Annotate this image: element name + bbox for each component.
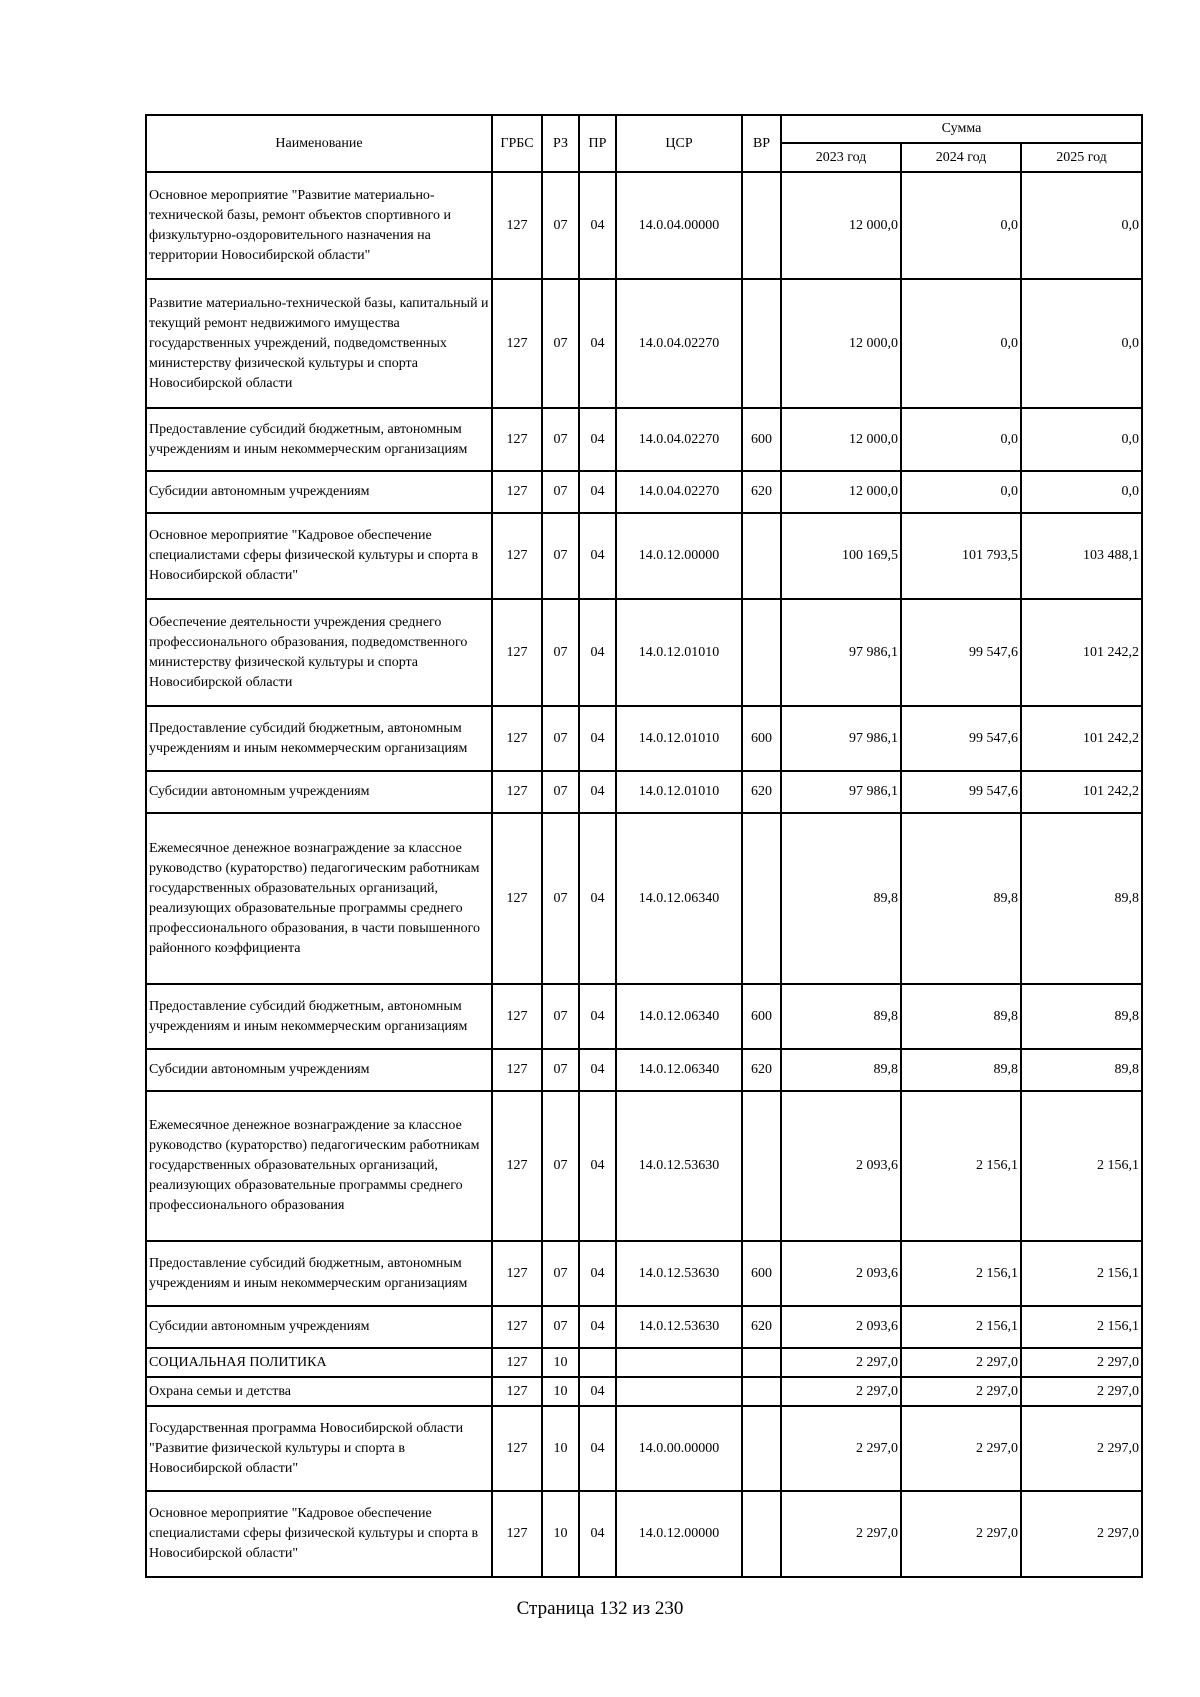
row-pr-cell: 04 <box>579 599 616 706</box>
row-amount-2024: 0,0 <box>901 172 1021 279</box>
row-csr-cell: 14.0.12.01010 <box>616 706 742 771</box>
row-pr-cell: 04 <box>579 279 616 408</box>
row-rz-cell: 07 <box>542 984 579 1049</box>
row-amount-2025: 2 156,1 <box>1021 1306 1142 1348</box>
row-amount-2023: 12 000,0 <box>781 279 901 408</box>
table-row <box>146 1091 1142 1241</box>
row-amount-2023: 2 297,0 <box>781 1491 901 1577</box>
row-amount-2025: 101 242,2 <box>1021 706 1142 771</box>
row-amount-2023: 2 297,0 <box>781 1377 901 1406</box>
row-vr-cell <box>742 599 781 706</box>
row-amount-2024: 2 156,1 <box>901 1091 1021 1241</box>
header-row-top <box>146 115 1142 143</box>
header-year-2023: 2023 год <box>781 143 901 172</box>
row-grbs-cell: 127 <box>492 1348 542 1377</box>
row-grbs-cell: 127 <box>492 279 542 408</box>
row-amount-2024: 99 547,6 <box>901 771 1021 813</box>
row-amount-2025: 0,0 <box>1021 279 1142 408</box>
header-vr: ВР <box>742 115 781 172</box>
row-amount-2024: 0,0 <box>901 279 1021 408</box>
row-csr-cell: 14.0.04.02270 <box>616 471 742 513</box>
row-grbs-cell: 127 <box>492 599 542 706</box>
row-rz-cell: 07 <box>542 1306 579 1348</box>
row-amount-2024: 99 547,6 <box>901 599 1021 706</box>
row-grbs-cell: 127 <box>492 1049 542 1091</box>
row-csr-cell: 14.0.12.53630 <box>616 1306 742 1348</box>
row-vr-cell <box>742 513 781 599</box>
row-name-cell: Предоставление субсидий бюджетным, автономным учреждениям и иным некоммерческим организациям <box>146 1241 492 1306</box>
row-amount-2025: 103 488,1 <box>1021 513 1142 599</box>
table-row <box>146 771 1142 813</box>
row-amount-2025: 101 242,2 <box>1021 599 1142 706</box>
row-name-cell: Ежемесячное денежное вознаграждение за классное руководство (кураторство) педагогическим работникам государственных образовательных организаций, реализующих образовательные программы среднего профессионального образования, в части повышенного районного коэффициента <box>146 813 492 984</box>
row-name-cell: Основное мероприятие "Кадровое обеспечение специалистами сферы физической культуры и спорта в Новосибирской области" <box>146 513 492 599</box>
row-name-cell: Субсидии автономным учреждениям <box>146 771 492 813</box>
row-amount-2023: 12 000,0 <box>781 172 901 279</box>
row-rz-cell: 07 <box>542 599 579 706</box>
budget-table <box>145 114 1143 1578</box>
row-grbs-cell: 127 <box>492 172 542 279</box>
row-rz-cell: 07 <box>542 172 579 279</box>
row-amount-2025: 2 297,0 <box>1021 1377 1142 1406</box>
header-sum: Сумма <box>781 115 1142 143</box>
row-vr-cell: 600 <box>742 984 781 1049</box>
row-vr-cell: 600 <box>742 706 781 771</box>
table-row <box>146 813 1142 984</box>
row-rz-cell: 07 <box>542 1091 579 1241</box>
row-csr-cell: 14.0.12.00000 <box>616 1491 742 1577</box>
row-vr-cell <box>742 1091 781 1241</box>
row-csr-cell: 14.0.00.00000 <box>616 1406 742 1491</box>
row-amount-2023: 2 093,6 <box>781 1091 901 1241</box>
table-row <box>146 599 1142 706</box>
row-pr-cell: 04 <box>579 1091 616 1241</box>
row-rz-cell: 07 <box>542 408 579 471</box>
row-grbs-cell: 127 <box>492 706 542 771</box>
row-amount-2025: 2 156,1 <box>1021 1241 1142 1306</box>
row-pr-cell: 04 <box>579 408 616 471</box>
row-amount-2025: 2 156,1 <box>1021 1091 1142 1241</box>
row-grbs-cell: 127 <box>492 1306 542 1348</box>
row-csr-cell <box>616 1377 742 1406</box>
row-csr-cell: 14.0.12.01010 <box>616 771 742 813</box>
table-row <box>146 408 1142 471</box>
row-amount-2024: 2 297,0 <box>901 1348 1021 1377</box>
row-amount-2024: 89,8 <box>901 1049 1021 1091</box>
table-row <box>146 706 1142 771</box>
row-vr-cell <box>742 1491 781 1577</box>
page-number: Страница 132 из 230 <box>516 1598 684 1619</box>
row-grbs-cell: 127 <box>492 1241 542 1306</box>
row-name-cell: СОЦИАЛЬНАЯ ПОЛИТИКА <box>146 1348 492 1377</box>
row-csr-cell: 14.0.12.53630 <box>616 1241 742 1306</box>
row-vr-cell: 600 <box>742 1241 781 1306</box>
row-name-cell: Предоставление субсидий бюджетным, автономным учреждениям и иным некоммерческим организациям <box>146 984 492 1049</box>
row-name-cell: Основное мероприятие "Развитие материально-технической базы, ремонт объектов спортивного и физкультурно-оздоровительного назначения на территории Новосибирской области" <box>146 172 492 279</box>
row-pr-cell: 04 <box>579 1241 616 1306</box>
row-amount-2023: 12 000,0 <box>781 408 901 471</box>
row-amount-2024: 89,8 <box>901 984 1021 1049</box>
row-amount-2023: 12 000,0 <box>781 471 901 513</box>
row-amount-2025: 101 242,2 <box>1021 771 1142 813</box>
table-row <box>146 279 1142 408</box>
row-rz-cell: 10 <box>542 1406 579 1491</box>
row-rz-cell: 07 <box>542 1241 579 1306</box>
row-csr-cell: 14.0.04.02270 <box>616 279 742 408</box>
row-name-cell: Субсидии автономным учреждениям <box>146 1306 492 1348</box>
row-csr-cell: 14.0.04.00000 <box>616 172 742 279</box>
row-amount-2024: 2 156,1 <box>901 1241 1021 1306</box>
table-row <box>146 1406 1142 1491</box>
row-vr-cell <box>742 1406 781 1491</box>
row-amount-2024: 2 297,0 <box>901 1406 1021 1491</box>
table-body <box>146 172 1142 1577</box>
row-pr-cell: 04 <box>579 1406 616 1491</box>
row-vr-cell: 620 <box>742 1306 781 1348</box>
row-pr-cell: 04 <box>579 1306 616 1348</box>
row-amount-2024: 2 156,1 <box>901 1306 1021 1348</box>
row-vr-cell <box>742 813 781 984</box>
row-vr-cell: 620 <box>742 771 781 813</box>
row-name-cell: Обеспечение деятельности учреждения среднего профессионального образования, подведомственного министерству физической культуры и спорта Новосибирской области <box>146 599 492 706</box>
row-grbs-cell: 127 <box>492 1091 542 1241</box>
row-amount-2025: 89,8 <box>1021 1049 1142 1091</box>
table-row <box>146 1377 1142 1406</box>
row-amount-2024: 2 297,0 <box>901 1377 1021 1406</box>
row-amount-2025: 0,0 <box>1021 408 1142 471</box>
row-amount-2024: 101 793,5 <box>901 513 1021 599</box>
row-pr-cell: 04 <box>579 1049 616 1091</box>
row-amount-2023: 89,8 <box>781 813 901 984</box>
row-amount-2025: 2 297,0 <box>1021 1348 1142 1377</box>
row-amount-2023: 2 297,0 <box>781 1348 901 1377</box>
row-amount-2023: 2 093,6 <box>781 1241 901 1306</box>
table-row <box>146 1049 1142 1091</box>
table-row <box>146 1241 1142 1306</box>
header-grbs: ГРБС <box>492 115 542 172</box>
row-grbs-cell: 127 <box>492 1491 542 1577</box>
row-amount-2024: 0,0 <box>901 408 1021 471</box>
row-pr-cell: 04 <box>579 771 616 813</box>
row-vr-cell <box>742 1348 781 1377</box>
row-csr-cell: 14.0.12.00000 <box>616 513 742 599</box>
row-csr-cell: 14.0.12.06340 <box>616 984 742 1049</box>
header-name: Наименование <box>146 115 492 172</box>
row-name-cell: Субсидии автономным учреждениям <box>146 471 492 513</box>
row-name-cell: Ежемесячное денежное вознаграждение за классное руководство (кураторство) педагогическим работникам государственных образовательных организаций, реализующих образовательные программы среднего профессионального образования <box>146 1091 492 1241</box>
table-row <box>146 513 1142 599</box>
row-pr-cell: 04 <box>579 172 616 279</box>
row-vr-cell <box>742 279 781 408</box>
row-grbs-cell: 127 <box>492 408 542 471</box>
row-rz-cell: 07 <box>542 706 579 771</box>
row-vr-cell: 620 <box>742 471 781 513</box>
row-name-cell: Предоставление субсидий бюджетным, автономным учреждениям и иным некоммерческим организациям <box>146 408 492 471</box>
header-year-2025: 2025 год <box>1021 143 1142 172</box>
row-grbs-cell: 127 <box>492 1377 542 1406</box>
row-amount-2023: 97 986,1 <box>781 706 901 771</box>
header-year-2024: 2024 год <box>901 143 1021 172</box>
table-row <box>146 984 1142 1049</box>
row-amount-2024: 2 297,0 <box>901 1491 1021 1577</box>
row-vr-cell <box>742 1377 781 1406</box>
table-row <box>146 1491 1142 1577</box>
row-csr-cell: 14.0.04.02270 <box>616 408 742 471</box>
row-pr-cell: 04 <box>579 813 616 984</box>
row-vr-cell: 620 <box>742 1049 781 1091</box>
row-vr-cell: 600 <box>742 408 781 471</box>
table-row <box>146 1348 1142 1377</box>
row-amount-2023: 2 093,6 <box>781 1306 901 1348</box>
row-csr-cell: 14.0.12.01010 <box>616 599 742 706</box>
header-pr: ПР <box>579 115 616 172</box>
row-name-cell: Основное мероприятие "Кадровое обеспечение специалистами сферы физической культуры и спорта в Новосибирской области" <box>146 1491 492 1577</box>
row-amount-2023: 97 986,1 <box>781 599 901 706</box>
row-grbs-cell: 127 <box>492 1406 542 1491</box>
row-name-cell: Охрана семьи и детства <box>146 1377 492 1406</box>
row-amount-2025: 89,8 <box>1021 984 1142 1049</box>
row-rz-cell: 07 <box>542 813 579 984</box>
header-rz: РЗ <box>542 115 579 172</box>
row-pr-cell: 04 <box>579 513 616 599</box>
row-csr-cell: 14.0.12.53630 <box>616 1091 742 1241</box>
row-pr-cell: 04 <box>579 1377 616 1406</box>
row-grbs-cell: 127 <box>492 513 542 599</box>
row-amount-2023: 89,8 <box>781 1049 901 1091</box>
row-grbs-cell: 127 <box>492 771 542 813</box>
row-pr-cell: 04 <box>579 471 616 513</box>
header-csr: ЦСР <box>616 115 742 172</box>
row-amount-2024: 89,8 <box>901 813 1021 984</box>
row-rz-cell: 10 <box>542 1377 579 1406</box>
row-vr-cell <box>742 172 781 279</box>
table-row <box>146 1306 1142 1348</box>
row-amount-2023: 89,8 <box>781 984 901 1049</box>
row-amount-2025: 89,8 <box>1021 813 1142 984</box>
row-pr-cell: 04 <box>579 984 616 1049</box>
row-rz-cell: 07 <box>542 513 579 599</box>
row-name-cell: Субсидии автономным учреждениям <box>146 1049 492 1091</box>
row-name-cell: Государственная программа Новосибирской области "Развитие физической культуры и спорта в Новосибирской области" <box>146 1406 492 1491</box>
row-amount-2023: 2 297,0 <box>781 1406 901 1491</box>
row-rz-cell: 07 <box>542 471 579 513</box>
row-pr-cell: 04 <box>579 1491 616 1577</box>
row-pr-cell <box>579 1348 616 1377</box>
row-amount-2025: 2 297,0 <box>1021 1491 1142 1577</box>
table-row <box>146 172 1142 279</box>
row-rz-cell: 07 <box>542 279 579 408</box>
row-amount-2024: 0,0 <box>901 471 1021 513</box>
row-amount-2024: 99 547,6 <box>901 706 1021 771</box>
row-csr-cell: 14.0.12.06340 <box>616 1049 742 1091</box>
row-rz-cell: 10 <box>542 1491 579 1577</box>
row-amount-2025: 0,0 <box>1021 172 1142 279</box>
row-name-cell: Предоставление субсидий бюджетным, автономным учреждениям и иным некоммерческим организациям <box>146 706 492 771</box>
row-amount-2025: 2 297,0 <box>1021 1406 1142 1491</box>
row-rz-cell: 10 <box>542 1348 579 1377</box>
row-grbs-cell: 127 <box>492 471 542 513</box>
row-csr-cell <box>616 1348 742 1377</box>
row-pr-cell: 04 <box>579 706 616 771</box>
row-amount-2023: 100 169,5 <box>781 513 901 599</box>
row-csr-cell: 14.0.12.06340 <box>616 813 742 984</box>
row-rz-cell: 07 <box>542 1049 579 1091</box>
row-rz-cell: 07 <box>542 771 579 813</box>
row-amount-2025: 0,0 <box>1021 471 1142 513</box>
row-name-cell: Развитие материально-технической базы, капитальный и текущий ремонт недвижимого имущества государственных учреждений, подведомственных министерству физической культуры и спорта Новосибирской области <box>146 279 492 408</box>
table-row <box>146 471 1142 513</box>
row-grbs-cell: 127 <box>492 984 542 1049</box>
row-grbs-cell: 127 <box>492 813 542 984</box>
row-amount-2023: 97 986,1 <box>781 771 901 813</box>
